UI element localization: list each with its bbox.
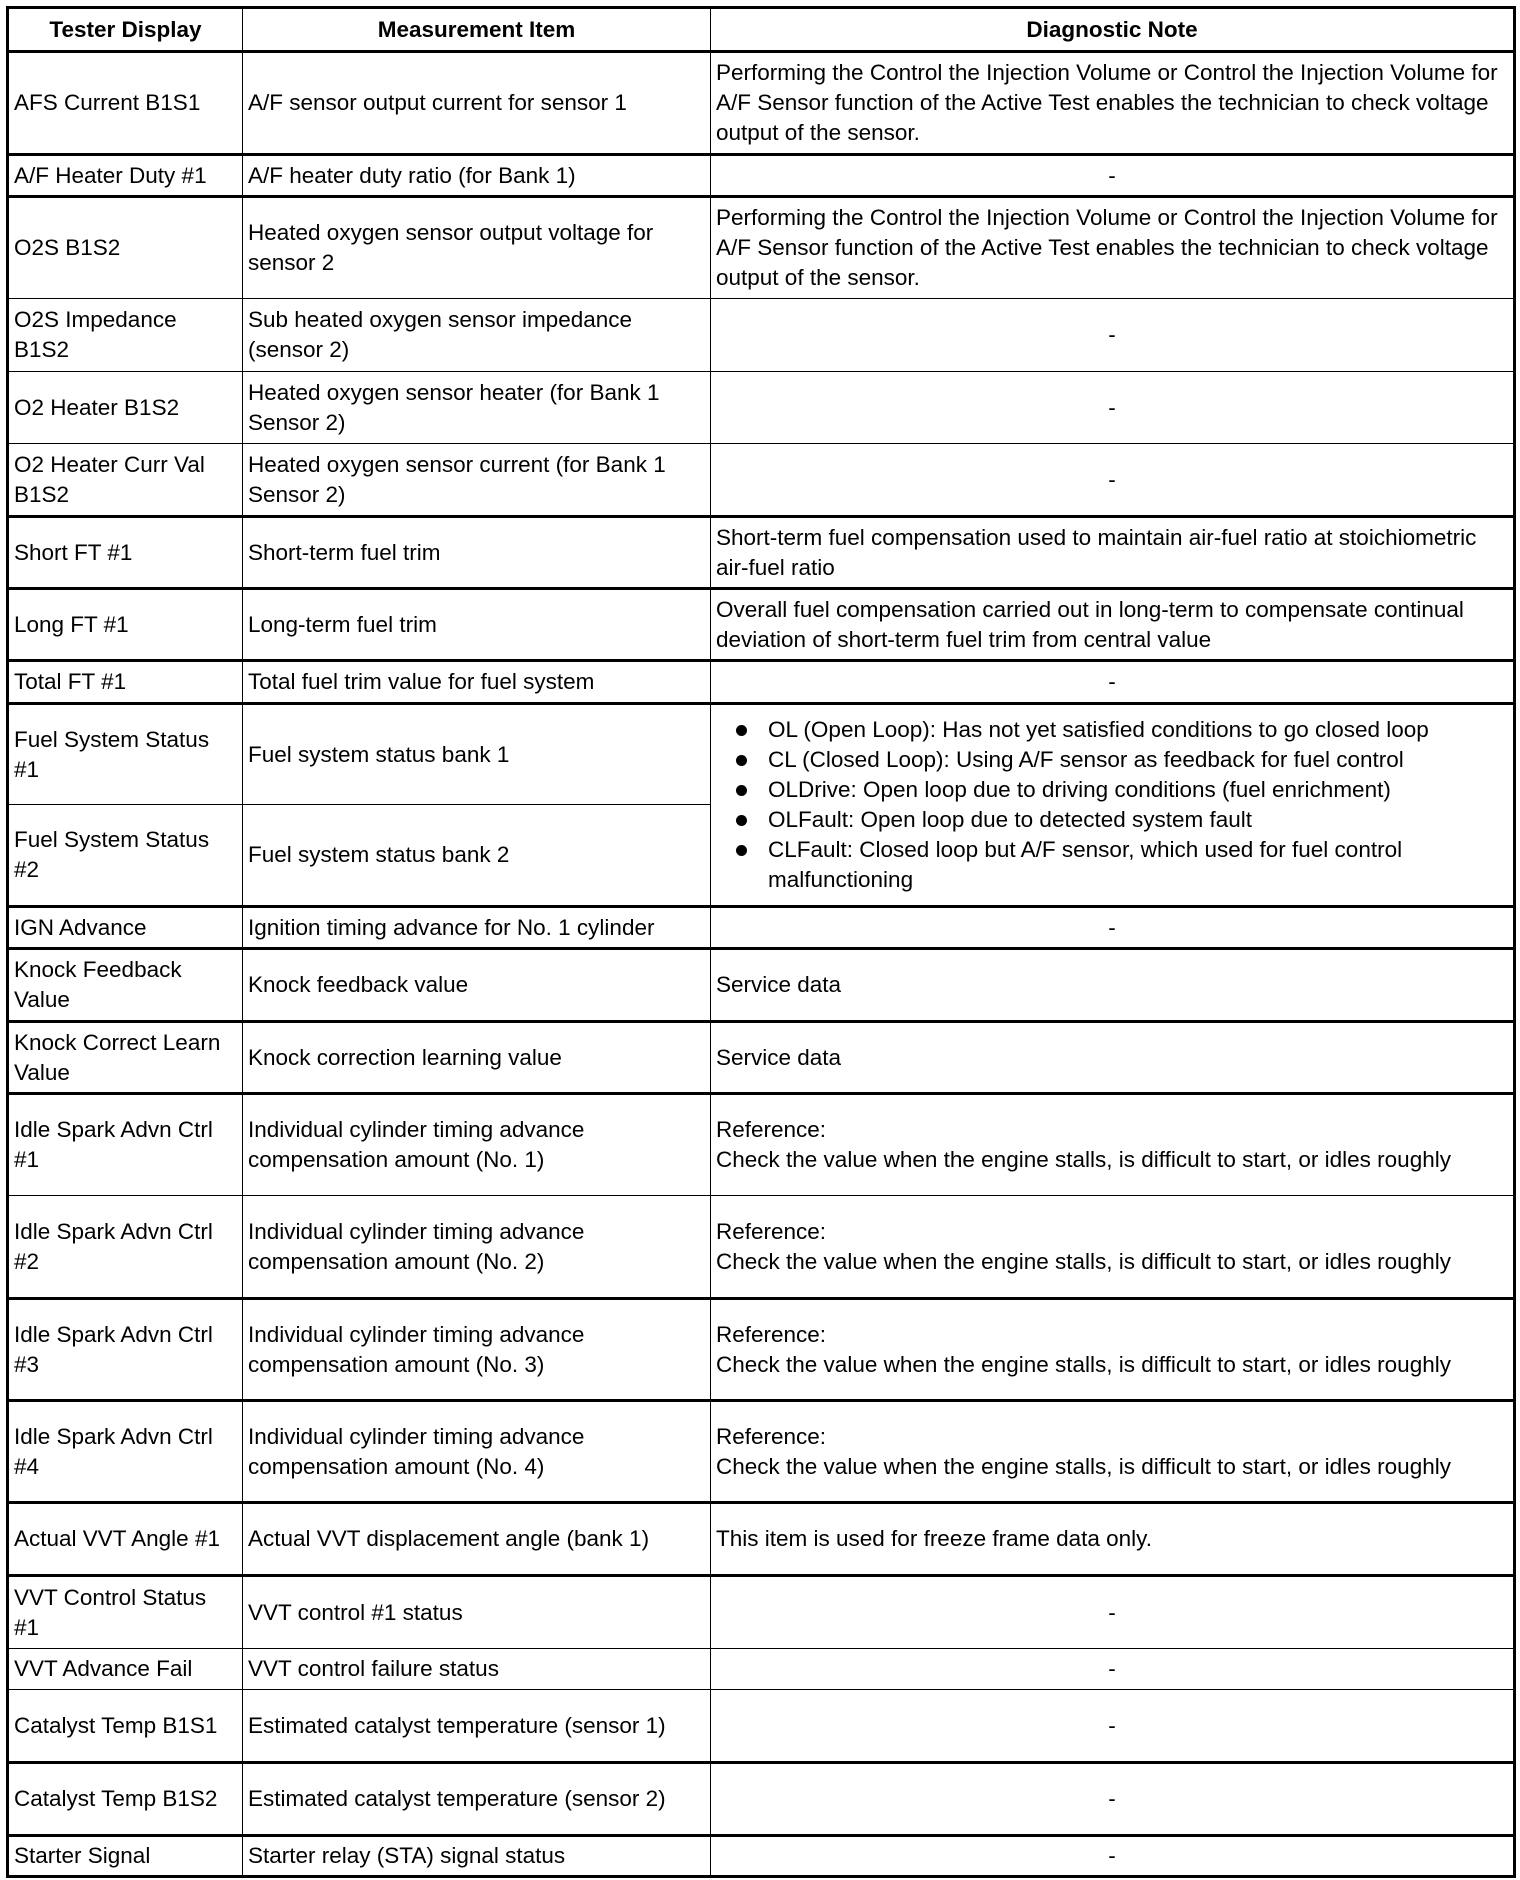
table-row <box>8 1690 1515 1763</box>
bullet-icon <box>736 755 747 766</box>
measurement-item-cell: A/F heater duty ratio (for Bank 1) <box>243 155 711 197</box>
tester-display-cell: Idle Spark Advn Ctrl #3 <box>8 1299 243 1401</box>
diagnostic-note-cell <box>711 1299 1515 1401</box>
table-row <box>8 517 1515 589</box>
measurement-item-cell: Knock correction learning value <box>243 1022 711 1094</box>
table-row <box>8 197 1515 299</box>
diagnostic-note-cell: - <box>711 1690 1515 1763</box>
reference-text: Check the value when the engine stalls, is difficult to start, or idles roughly <box>716 1147 1451 1172</box>
tester-display-cell: AFS Current B1S1 <box>8 52 243 155</box>
measurement-item-cell: Individual cylinder timing advance compensation amount (No. 3) <box>243 1299 711 1401</box>
header-tester-display: Tester Display <box>8 8 243 52</box>
table-row <box>8 299 1515 372</box>
table-row <box>8 155 1515 197</box>
table-row <box>8 949 1515 1022</box>
reference-text: Check the value when the engine stalls, is difficult to start, or idles roughly <box>716 1351 1451 1377</box>
table-row <box>8 372 1515 444</box>
table-row <box>8 1196 1515 1299</box>
tester-display-cell: VVT Advance Fail <box>8 1649 243 1690</box>
measurement-item-cell: Heated oxygen sensor heater (for Bank 1 Sensor 2) <box>243 372 711 444</box>
list-item: OL (Open Loop): Has not yet satisfied conditions to go closed loop <box>716 715 1508 745</box>
list-item: OLFault: Open loop due to detected system fault <box>716 805 1508 835</box>
bullet-icon <box>736 815 747 826</box>
diagnostic-note-cell: This item is used for freeze frame data only. <box>711 1503 1515 1576</box>
reference-label: Reference: <box>716 1321 827 1347</box>
tester-display-cell: O2 Heater B1S2 <box>8 372 243 444</box>
list-item: CLFault: Closed loop but A/F sensor, which used for fuel control malfunctioning <box>716 835 1508 895</box>
measurement-item-cell: Individual cylinder timing advance compensation amount (No. 2) <box>243 1196 711 1299</box>
diagnostic-note-cell: - <box>711 1836 1515 1877</box>
tester-display-cell: Idle Spark Advn Ctrl #2 <box>8 1196 243 1299</box>
reference-text: Check the value when the engine stalls, is difficult to start, or idles roughly <box>716 1248 1451 1274</box>
tester-display-cell: Idle Spark Advn Ctrl #1 <box>8 1094 243 1196</box>
table-row <box>8 589 1515 661</box>
bullet-icon <box>736 785 747 796</box>
tester-display-cell: Catalyst Temp B1S1 <box>8 1690 243 1763</box>
diagnostic-note-cell: - <box>711 1576 1515 1649</box>
diagnostic-note-cell <box>711 1094 1515 1196</box>
tester-display-cell: Fuel System Status #1 <box>8 704 243 805</box>
tester-display-cell: O2 Heater Curr Val B1S2 <box>8 444 243 517</box>
tester-display-cell: A/F Heater Duty #1 <box>8 155 243 197</box>
diagnostic-note-cell <box>711 1196 1515 1299</box>
measurement-item-cell: Individual cylinder timing advance compensation amount (No. 4) <box>243 1401 711 1503</box>
measurement-item-cell: Heated oxygen sensor current (for Bank 1 Sensor 2) <box>243 444 711 517</box>
table-row <box>8 704 1515 805</box>
measurement-item-cell: VVT control #1 status <box>243 1576 711 1649</box>
measurement-item-cell: VVT control failure status <box>243 1649 711 1690</box>
reference-text: Check the value when the engine stalls, is difficult to start, or idles roughly <box>716 1453 1451 1479</box>
measurement-item-cell: Fuel system status bank 1 <box>243 704 711 805</box>
measurement-item-cell: Starter relay (STA) signal status <box>243 1836 711 1877</box>
tester-display-cell: Knock Feedback Value <box>8 949 243 1022</box>
reference-label: Reference: <box>716 1423 827 1449</box>
measurement-item-cell: Sub heated oxygen sensor impedance (sensor 2) <box>243 299 711 372</box>
table-row <box>8 1401 1515 1503</box>
measurement-item-cell: Estimated catalyst temperature (sensor 1) <box>243 1690 711 1763</box>
measurement-item-cell: Estimated catalyst temperature (sensor 2) <box>243 1763 711 1836</box>
measurement-item-cell: Fuel system status bank 2 <box>243 805 711 907</box>
tester-display-cell: Starter Signal <box>8 1836 243 1877</box>
reference-label: Reference: <box>716 1218 827 1244</box>
measurement-item-cell: Actual VVT displacement angle (bank 1) <box>243 1503 711 1576</box>
table-row <box>8 1649 1515 1690</box>
reference-label: Reference: <box>716 1117 827 1142</box>
diagnostic-note-cell: - <box>711 1763 1515 1836</box>
diagnostic-note-cell: - <box>711 661 1515 704</box>
tester-display-cell: Total FT #1 <box>8 661 243 704</box>
list-item: CL (Closed Loop): Using A/F sensor as feedback for fuel control <box>716 745 1508 775</box>
table-row <box>8 1022 1515 1094</box>
diagnostic-note-cell: Service data <box>711 949 1515 1022</box>
bullet-icon <box>736 845 747 856</box>
diagnostic-note-cell: - <box>711 155 1515 197</box>
table-row <box>8 1299 1515 1401</box>
header-diagnostic-note: Diagnostic Note <box>711 8 1515 52</box>
table-row <box>8 444 1515 517</box>
table-row <box>8 1503 1515 1576</box>
tester-display-cell: Catalyst Temp B1S2 <box>8 1763 243 1836</box>
tester-display-cell: Fuel System Status #2 <box>8 805 243 907</box>
measurement-item-cell: Long-term fuel trim <box>243 589 711 661</box>
tester-display-cell: Idle Spark Advn Ctrl #4 <box>8 1401 243 1503</box>
diagnostic-note-cell: Short-term fuel compensation used to maintain air-fuel ratio at stoichiometric air-fuel ratio <box>711 517 1515 589</box>
list-item: OLDrive: Open loop due to driving conditions (fuel enrichment) <box>716 775 1508 805</box>
data-list-table <box>6 6 1516 1878</box>
bullet-icon <box>736 725 747 736</box>
measurement-item-cell: Heated oxygen sensor output voltage for sensor 2 <box>243 197 711 299</box>
table-header-row <box>8 8 1515 52</box>
measurement-item-cell: Total fuel trim value for fuel system <box>243 661 711 704</box>
table-row <box>8 1836 1515 1877</box>
tester-display-cell: VVT Control Status #1 <box>8 1576 243 1649</box>
header-measurement-item: Measurement Item <box>243 8 711 52</box>
diagnostic-note-cell: - <box>711 299 1515 372</box>
diagnostic-note-cell: Overall fuel compensation carried out in long-term to compensate continual deviation of short-term fuel trim from central value <box>711 589 1515 661</box>
tester-display-cell: Short FT #1 <box>8 517 243 589</box>
diagnostic-note-cell <box>711 1401 1515 1503</box>
diagnostic-note-cell: Performing the Control the Injection Volume or Control the Injection Volume for A/F Sensor function of the Active Test enables the technician to check voltage output of the sensor. <box>711 197 1515 299</box>
tester-display-cell: Knock Correct Learn Value <box>8 1022 243 1094</box>
fuel-status-list <box>716 715 1508 895</box>
tester-display-cell: O2S Impedance B1S2 <box>8 299 243 372</box>
diagnostic-note-cell: - <box>711 372 1515 444</box>
table-row <box>8 661 1515 704</box>
diagnostic-note-cell: - <box>711 1649 1515 1690</box>
diagnostic-note-cell: Performing the Control the Injection Volume or Control the Injection Volume for A/F Sensor function of the Active Test enables the technician to check voltage output of the sensor. <box>711 52 1515 155</box>
tester-display-cell: Long FT #1 <box>8 589 243 661</box>
diagnostic-note-cell: - <box>711 907 1515 949</box>
measurement-item-cell: Ignition timing advance for No. 1 cylinder <box>243 907 711 949</box>
measurement-item-cell: Individual cylinder timing advance compensation amount (No. 1) <box>243 1094 711 1196</box>
table-row <box>8 1763 1515 1836</box>
diagnostic-note-cell: Service data <box>711 1022 1515 1094</box>
table-row <box>8 1094 1515 1196</box>
table-row <box>8 907 1515 949</box>
table-row <box>8 52 1515 155</box>
tester-display-cell: Actual VVT Angle #1 <box>8 1503 243 1576</box>
table-row <box>8 1576 1515 1649</box>
measurement-item-cell: Knock feedback value <box>243 949 711 1022</box>
tester-display-cell: IGN Advance <box>8 907 243 949</box>
tester-display-cell: O2S B1S2 <box>8 197 243 299</box>
measurement-item-cell: A/F sensor output current for sensor 1 <box>243 52 711 155</box>
diagnostic-note-cell: - <box>711 444 1515 517</box>
measurement-item-cell: Short-term fuel trim <box>243 517 711 589</box>
diagnostic-note-cell <box>711 704 1515 907</box>
